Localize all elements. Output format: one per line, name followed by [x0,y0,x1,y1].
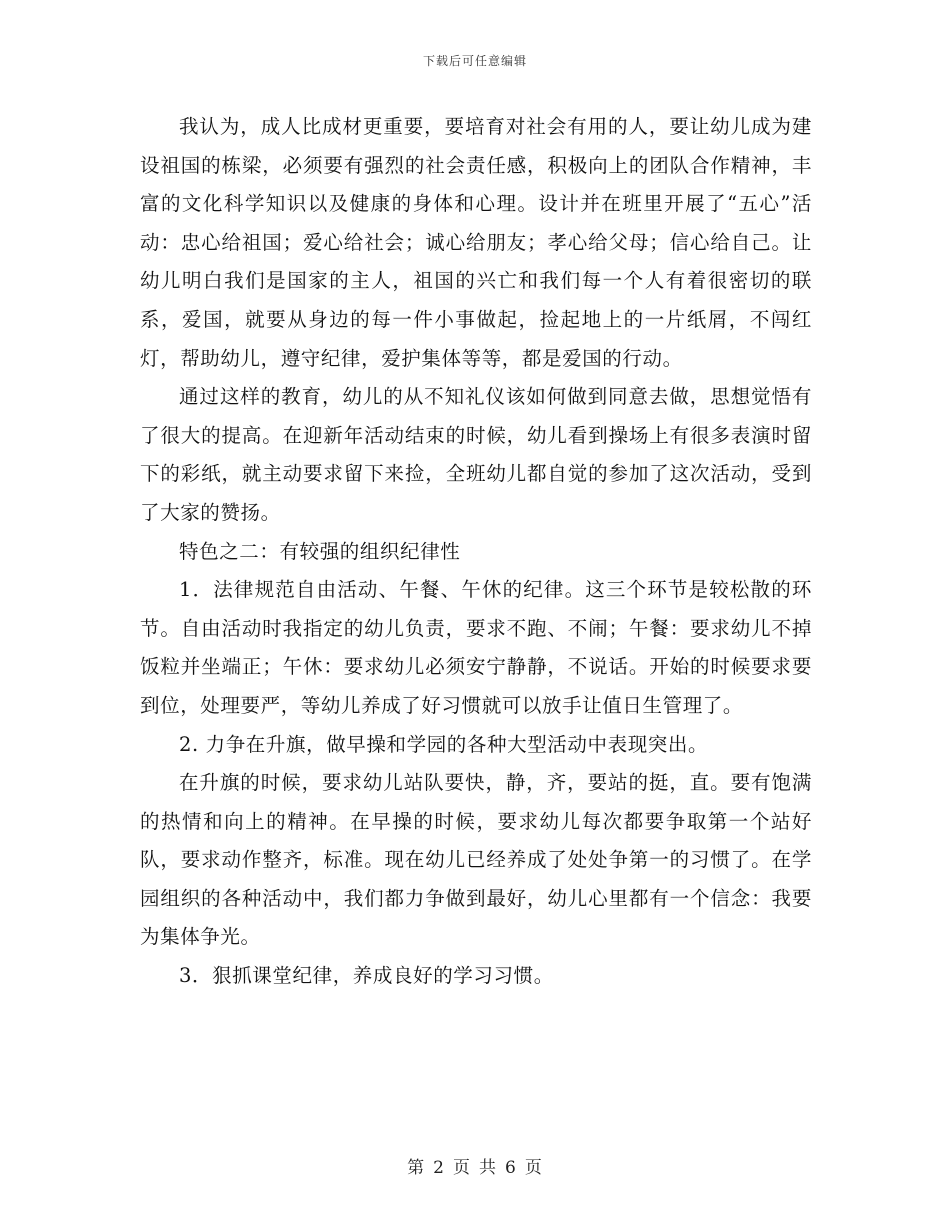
footer-total-word: 共 [479,1158,497,1178]
header-note: 下载后可任意编辑 [422,54,527,68]
footer-current-page: 2 [433,1158,445,1178]
footer-total-pages: 6 [505,1158,517,1178]
page-footer [0,1153,950,1178]
document-body [140,108,812,996]
paragraph-item-2: 2. 力争在升旗，做早操和学园的各种大型活动中表现突出。 [179,732,709,756]
section-heading: 特色之二：有较强的组织纪律性 [179,539,461,563]
paragraph-3: 在升旗的时候，要求幼儿站队要快，静，齐，要站的挺，直。要有饱满的热情和向上的精神。在早操的时候，要求幼儿每次都要争取第一个站好队，要求动作整齐，标准。现在幼儿已经养成了处处争第一的习惯了。在学园组织的各种活动中，我们都力争做到最好，幼儿心里都有一个信念：我要为集体争光。 [140,771,812,949]
paragraph-item-3: 3．狠抓课堂纪律，养成良好的学习习惯。 [179,964,554,988]
paragraph-1: 我认为，成人比成材更重要，要培育对社会有用的人，要让幼儿成为建设祖国的栋梁，必须要有强烈的社会责任感，积极向上的团队合作精神，丰富的文化科学知识以及健康的身体和心理。设计并在班里开展了“五心”活动：忠心给祖国；爱心给社会；诚心给朋友；孝心给父母；信心给自己。让幼儿明白我们是国家的主人，祖国的兴亡和我们每一个人有着很密切的联系，爱国，就要从身边的每一件小事做起，捡起地上的一片纸屑，不闯红灯，帮助幼儿，遵守纪律，爱护集体等等，都是爱国的行动。 [140,115,812,370]
footer-prefix: 第 [407,1158,426,1178]
footer-page-word: 页 [453,1158,471,1178]
footer-suffix: 页 [524,1158,543,1178]
paragraph-2: 通过这样的教育，幼儿的从不知礼仪该如何做到同意去做，思想觉悟有了很大的提高。在迎新年活动结束的时候，幼儿看到操场上有很多表演时留下的彩纸，就主动要求留下来捡，全班幼儿都自觉的参加了这次活动，受到了大家的赞扬。 [140,385,812,524]
paragraph-item-1: 1．法律规范自由活动、午餐、午休的纪律。这三个环节是较松散的环节。自由活动时我指定的幼儿负责，要求不跑、不闹；午餐：要求幼儿不掉饭粒并坐端正；午休：要求幼儿必须安宁静静，不说话。开始的时候要求要到位，处理要严，等幼儿养成了好习惯就可以放手让值日生管理了。 [140,578,812,717]
